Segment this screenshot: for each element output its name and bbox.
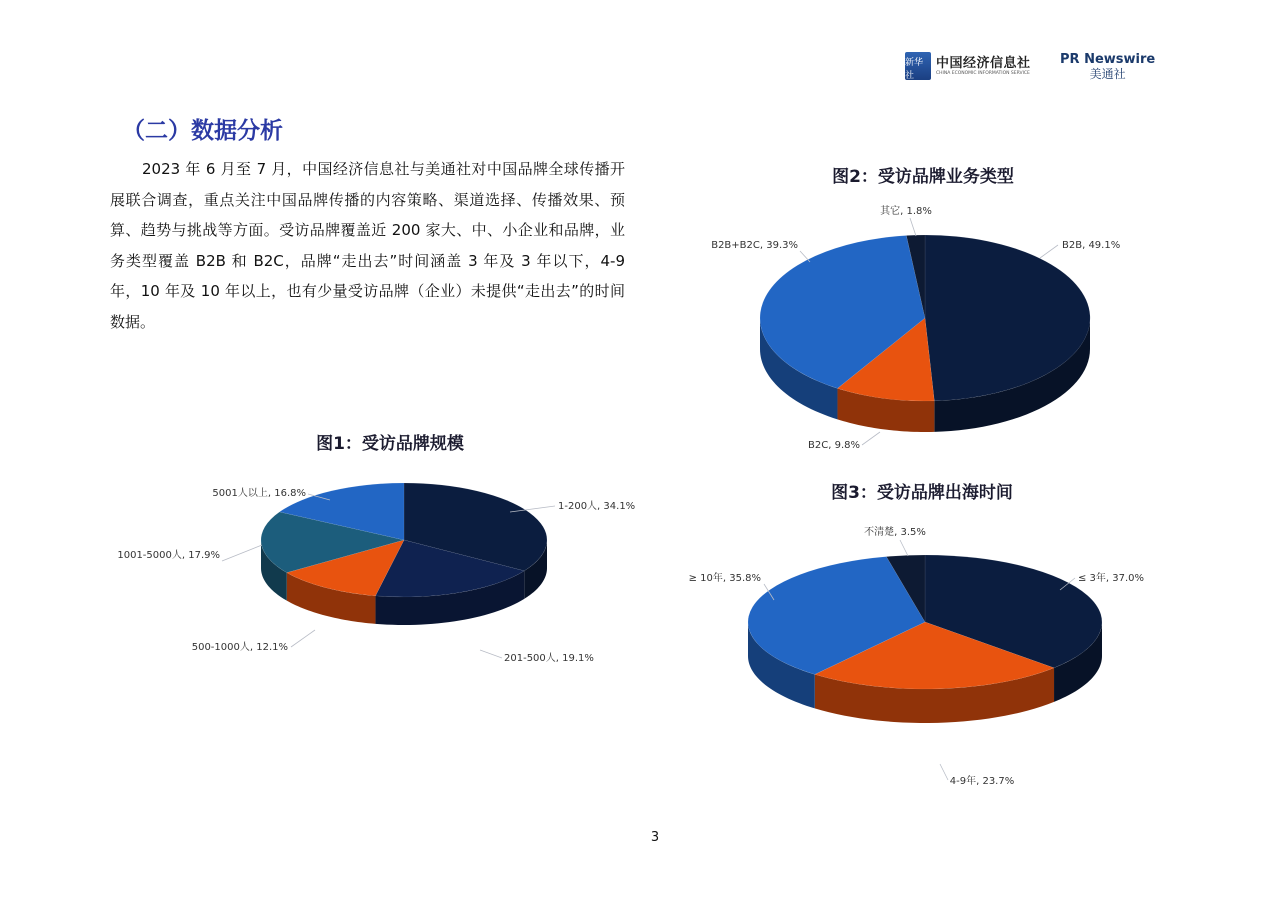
leader-line-3-4 <box>900 540 908 556</box>
data-label-3-2: 4-9年, 23.7% <box>949 776 1015 787</box>
data-label-2-1: B2B, 49.1% <box>1062 240 1121 251</box>
cei-name: 中国经济信息社 <box>936 55 1031 71</box>
data-label-2-2: B2C, 9.8% <box>808 440 860 451</box>
leader-line-1-3 <box>291 630 315 647</box>
intro-paragraph: 2023 年 6 月至 7 月，中国经济信息社与美通社对中国品牌全球传播开展联合调查，重点关注中国品牌传播的内容策略、渠道选择、传播效果、预算、趋势与挑战等方面。受访品牌覆盖近 200 家大、中、小企业和品牌，业务类型覆盖 B2B 和 B2C，品牌“走出去”时间涵盖 3 年及 3 年以下，4-9 年，10 年及 10 年以上，也有少量受访品牌（企业）未提供“走出去”的时间数据。 <box>110 160 625 331</box>
leader-line-2-4 <box>910 218 916 236</box>
data-label-1-1: 1-200人, 34.1% <box>558 501 636 512</box>
data-label-2-4: 其它, 1.8% <box>880 206 932 217</box>
leader-line-2-2 <box>862 432 880 445</box>
leader-line-2-1 <box>1040 245 1058 258</box>
leader-line-1-4 <box>222 545 262 561</box>
section-title: （二）数据分析 <box>122 118 283 144</box>
prn-name-cn: 美通社 <box>1089 67 1126 81</box>
data-label-1-5: 5001人以上, 16.8% <box>212 488 306 499</box>
data-label-1-3: 500-1000人, 12.1% <box>191 642 288 653</box>
pie-chart-3 <box>689 482 1144 787</box>
data-label-1-2: 201-500人, 19.1% <box>504 653 594 664</box>
data-label-3-3: ≥ 10年, 35.8% <box>688 573 761 584</box>
data-label-1-4: 1001-5000人, 17.9% <box>117 550 220 561</box>
chart-title-1: 图1：受访品牌规模 <box>316 434 464 454</box>
xinhua-logo-icon: 新华社 <box>905 52 931 80</box>
pie-chart-1 <box>117 433 635 664</box>
data-label-3-4: 不清楚, 3.5% <box>864 527 926 538</box>
pie-chart-2 <box>711 166 1120 451</box>
data-label-2-3: B2B+B2C, 39.3% <box>711 240 798 251</box>
data-label-3-1: ≤ 3年, 37.0% <box>1078 573 1145 584</box>
page-number: 3 <box>650 830 660 845</box>
leader-line-1-2 <box>480 650 502 658</box>
cei-name-en: CHINA ECONOMIC INFORMATION SERVICE <box>936 70 1030 76</box>
prn-name-en: PR Newswire <box>1060 52 1156 67</box>
leader-line-2-3 <box>800 251 810 262</box>
chart-title-3: 图3：受访品牌出海时间 <box>831 483 1013 503</box>
leader-line-3-2 <box>940 764 948 780</box>
chart-title-2: 图2：受访品牌业务类型 <box>832 167 1014 187</box>
